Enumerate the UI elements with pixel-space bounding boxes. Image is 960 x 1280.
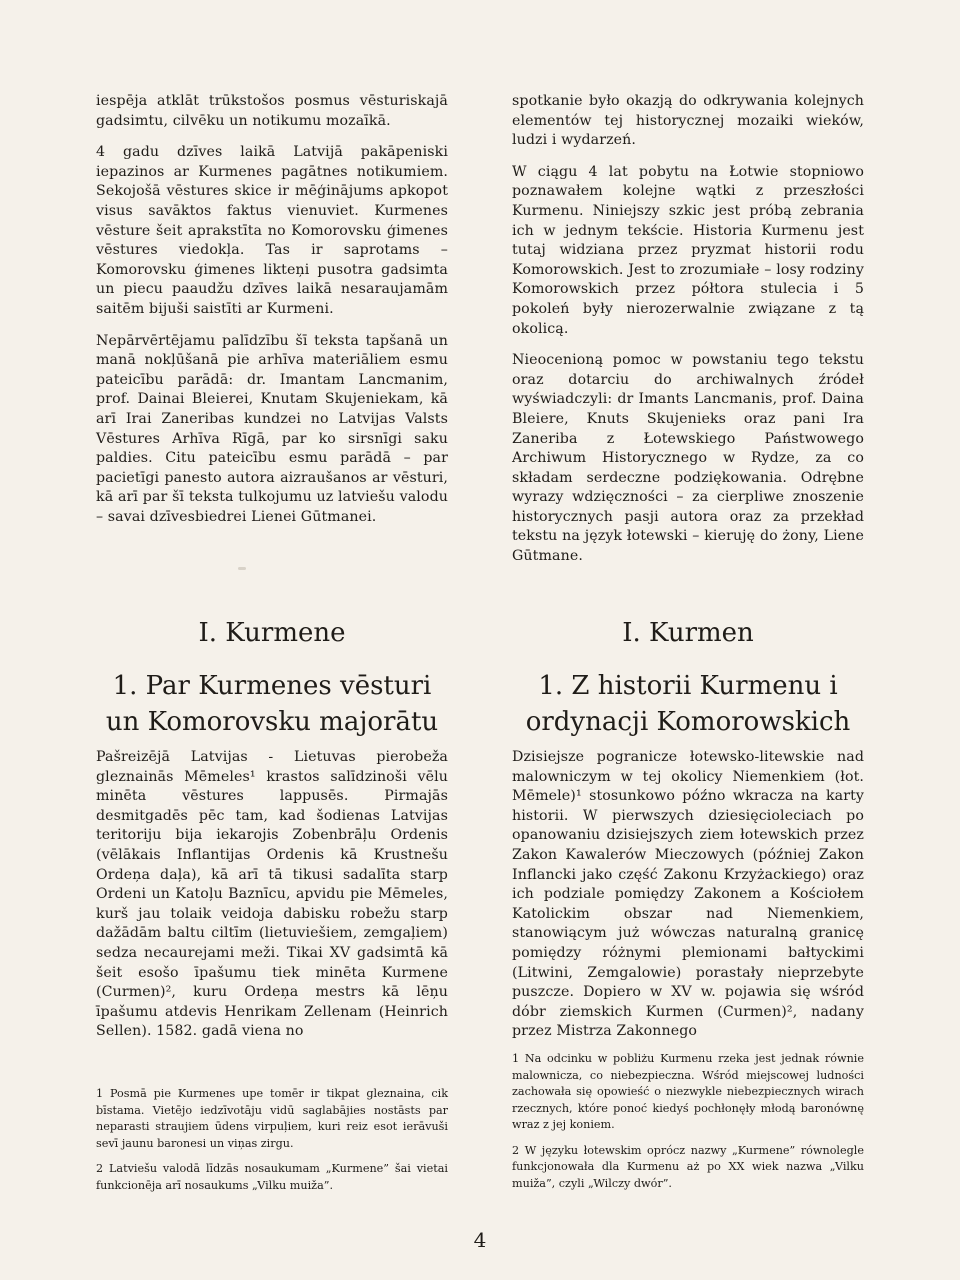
left-body	[96, 748, 448, 1042]
left-section-title: 1. Par Kurmenes vēsturi un Komorovsku majorātu	[105, 671, 439, 737]
left-footnote-1: 1 Posmā pie Kurmenes upe tomēr ir tikpat gleznaina, cik bīstama. Vietējo iedzīvotāju vidū saglabājies nostāsts par neparasti straujiem ūdens virpuļiem, kuri reiz esot ierāvuši sevī jaunu baronesi un viņas zirgu.	[96, 1087, 448, 1150]
right-section-title: 1. Z historii Kurmenu i ordynacji Komorowskich	[525, 671, 851, 737]
right-intro-paragraph-2: W ciągu 4 lat pobytu na Łotwie stopniowo poznawałem kolejne wątki z przeszłości Kurmenu. Niniejszy szkic jest próbą zebrania ich w jednym tekście. Historia Kurmenu jest tutaj widziana przez pryzmat historii rodu Komorowskich. Jest to zrozumiałe – losy rodziny Komorowskich przez półtora stulecia i 5 pokoleń były nierozerwalnie związane z tą okolicą.	[512, 163, 864, 337]
decorative-mark	[238, 567, 246, 570]
left-intro-paragraph-1: iespēja atklāt trūkstošos posmus vēsturiskajā gadsimtu, cilvēku un notikumu mozaīkā.	[96, 93, 448, 129]
right-intro-paragraph-1: spotkanie było okazją do odkrywania kolejnych elementów tej historycznej mozaiki wieków, ludzi i wydarzeń.	[512, 93, 864, 149]
right-intro-paragraph-3: Nieocenioną pomoc w powstaniu tego tekstu oraz dotarciu do archiwalnych źródeł wyświadczyli: dr Imants Lancmanis, prof. Daina Bleiere, Knuts Skujenieks oraz pani Ira Zaneriba z Łotewskiego Państwowego Archiwum Historycznego w Rydze, za co składam serdeczne podziękowania. Odrębne wyrazy wdzięczności – za cierpliwe znoszenie historycznych pasji autora oraz za przekład tekstu na język łotewski – kieruję do żony, Liene Gūtmane.	[512, 352, 864, 565]
left-intro-paragraph-3: Nepārvērtējamu palīdzību šī teksta tapšanā un manā nokļūšanā pie arhīva materiāliem esmu pateicību parādā: dr. Imantam Lancmanim, prof. Dainai Bleierei, Knutam Skujeniekam, kā arī Irai Zaneribas kundzei no Latvijas Valsts Vēstures Arhīva Rīgā, par ko sirsnīgi saku paldies. Citu pateicību esmu parādā – par pacietīgi panesto autora aizraušanos ar vēsturi, kā arī par šī teksta tulkojumu uz latviešu valodu – savai dzīvesbiedrei Lienei Gūtmanei.	[96, 332, 448, 525]
right-footnote-1: 1 Na odcinku w pobliżu Kurmenu rzeka jest jednak równie malownicza, co niebezpieczna. Wśród miejscowej ludności zachowała się opowieść o niezwykle niebezpiecznych wirach rzecznych, które ponoć kiedyś pochłonęły młodą baronównę wraz z jej koniem.	[512, 1052, 864, 1131]
right-chapter-title: I. Kurmen	[622, 618, 754, 648]
right-body-text: Dzisiejsze pogranicze łotewsko-litewskie nad malowniczym w tej okolicy Niemenkiem (łot. Mēmele)¹ stosunkowo późno wkracza na karty historii. W pierwszych dziesięcioleciach po opanowaniu dzisiejszych ziem łotewskich przez Zakon Kawalerów Mieczowych (później Zakon Inflancki jako część Zakonu Krzyżackiego) oraz ich podziale pomiędzy Zakonem a Kościołem Katolickim obszar nad Niemenkiem, stanowiącym już wówczas naturalną granicę pomiędzy różnymi plemionami bałtyckimi (Litwini, Zemgalowie) porastały nieprzebyte puszcze. Dopiero w XV w. pojawia się wśród dóbr ziemskich Kurmen (Curmen)², nadany przez Mistrza Zakonnego	[512, 749, 864, 1040]
right-intro	[512, 92, 864, 567]
left-chapter-title: I. Kurmene	[198, 618, 346, 648]
right-footnote-2: 2 W języku łotewskim oprócz nazwy „Kurmene” równolegle funkcjonowała dla Kurmenu aż po XX wiek nazwa „Vilku muiža”, czyli „Wilczy dwór”.	[512, 1143, 864, 1190]
page-number: 4	[473, 1228, 487, 1252]
left-footnotes	[96, 1086, 448, 1194]
right-body	[512, 748, 864, 1042]
left-intro	[96, 92, 448, 527]
left-footnote-2: 2 Latviešu valodā līdzās nosaukumam „Kurmene” šai vietai funkcionēja arī nosaukums „Vilku muiža”.	[96, 1162, 448, 1192]
right-footnotes	[512, 1051, 864, 1192]
left-intro-paragraph-2: 4 gadu dzīves laikā Latvijā pakāpeniski iepazinos ar Kurmenes pagātnes notikumiem. Sekojošā vēstures skice ir mēģinājums apkopot visus savāktos faktus vienuviet. Kurmenes vēsture šeit aprakstīta no Komorovsku ģimenes vēstures viedokļa. Tas ir saprotams – Komorovsku ģimenes likteņi pusotra gadsimta un piecu paaudžu dzīves laikā nesaraujamām saitēm bijuši saistīti ar Kurmeni.	[96, 144, 448, 317]
left-body-text: Pašreizējā Latvijas - Lietuvas pierobeža gleznainās Mēmeles¹ krastos salīdzinoši vēlu minēta vēstures lappusēs. Pirmajās desmitgadēs pēc tam, kad šodienas Latvijas teritoriju bija iekarojis Zobenbrāļu Ordenis (vēlākais Inflantijas Ordenis kā Krustnešu Ordeņa daļa), kā arī tā tikusi sadalīta starp Ordeni un Katoļu Baznīcu, apvidu pie Mēmeles, kurš jau tolaik veidoja dabisku robežu starp dažādām baltu ciltīm (lietuviešiem, zemgaļiem) sedza necaurejami meži. Tikai XV gadsimtā kā šeit esošo īpašumu tiek minēta Kurmene (Curmen)², kuru Ordeņa mestrs kā lēņu īpašumu atdevis Henrikam Zellenam (Heinrich Sellen). 1582. gadā viena no	[96, 749, 448, 1040]
